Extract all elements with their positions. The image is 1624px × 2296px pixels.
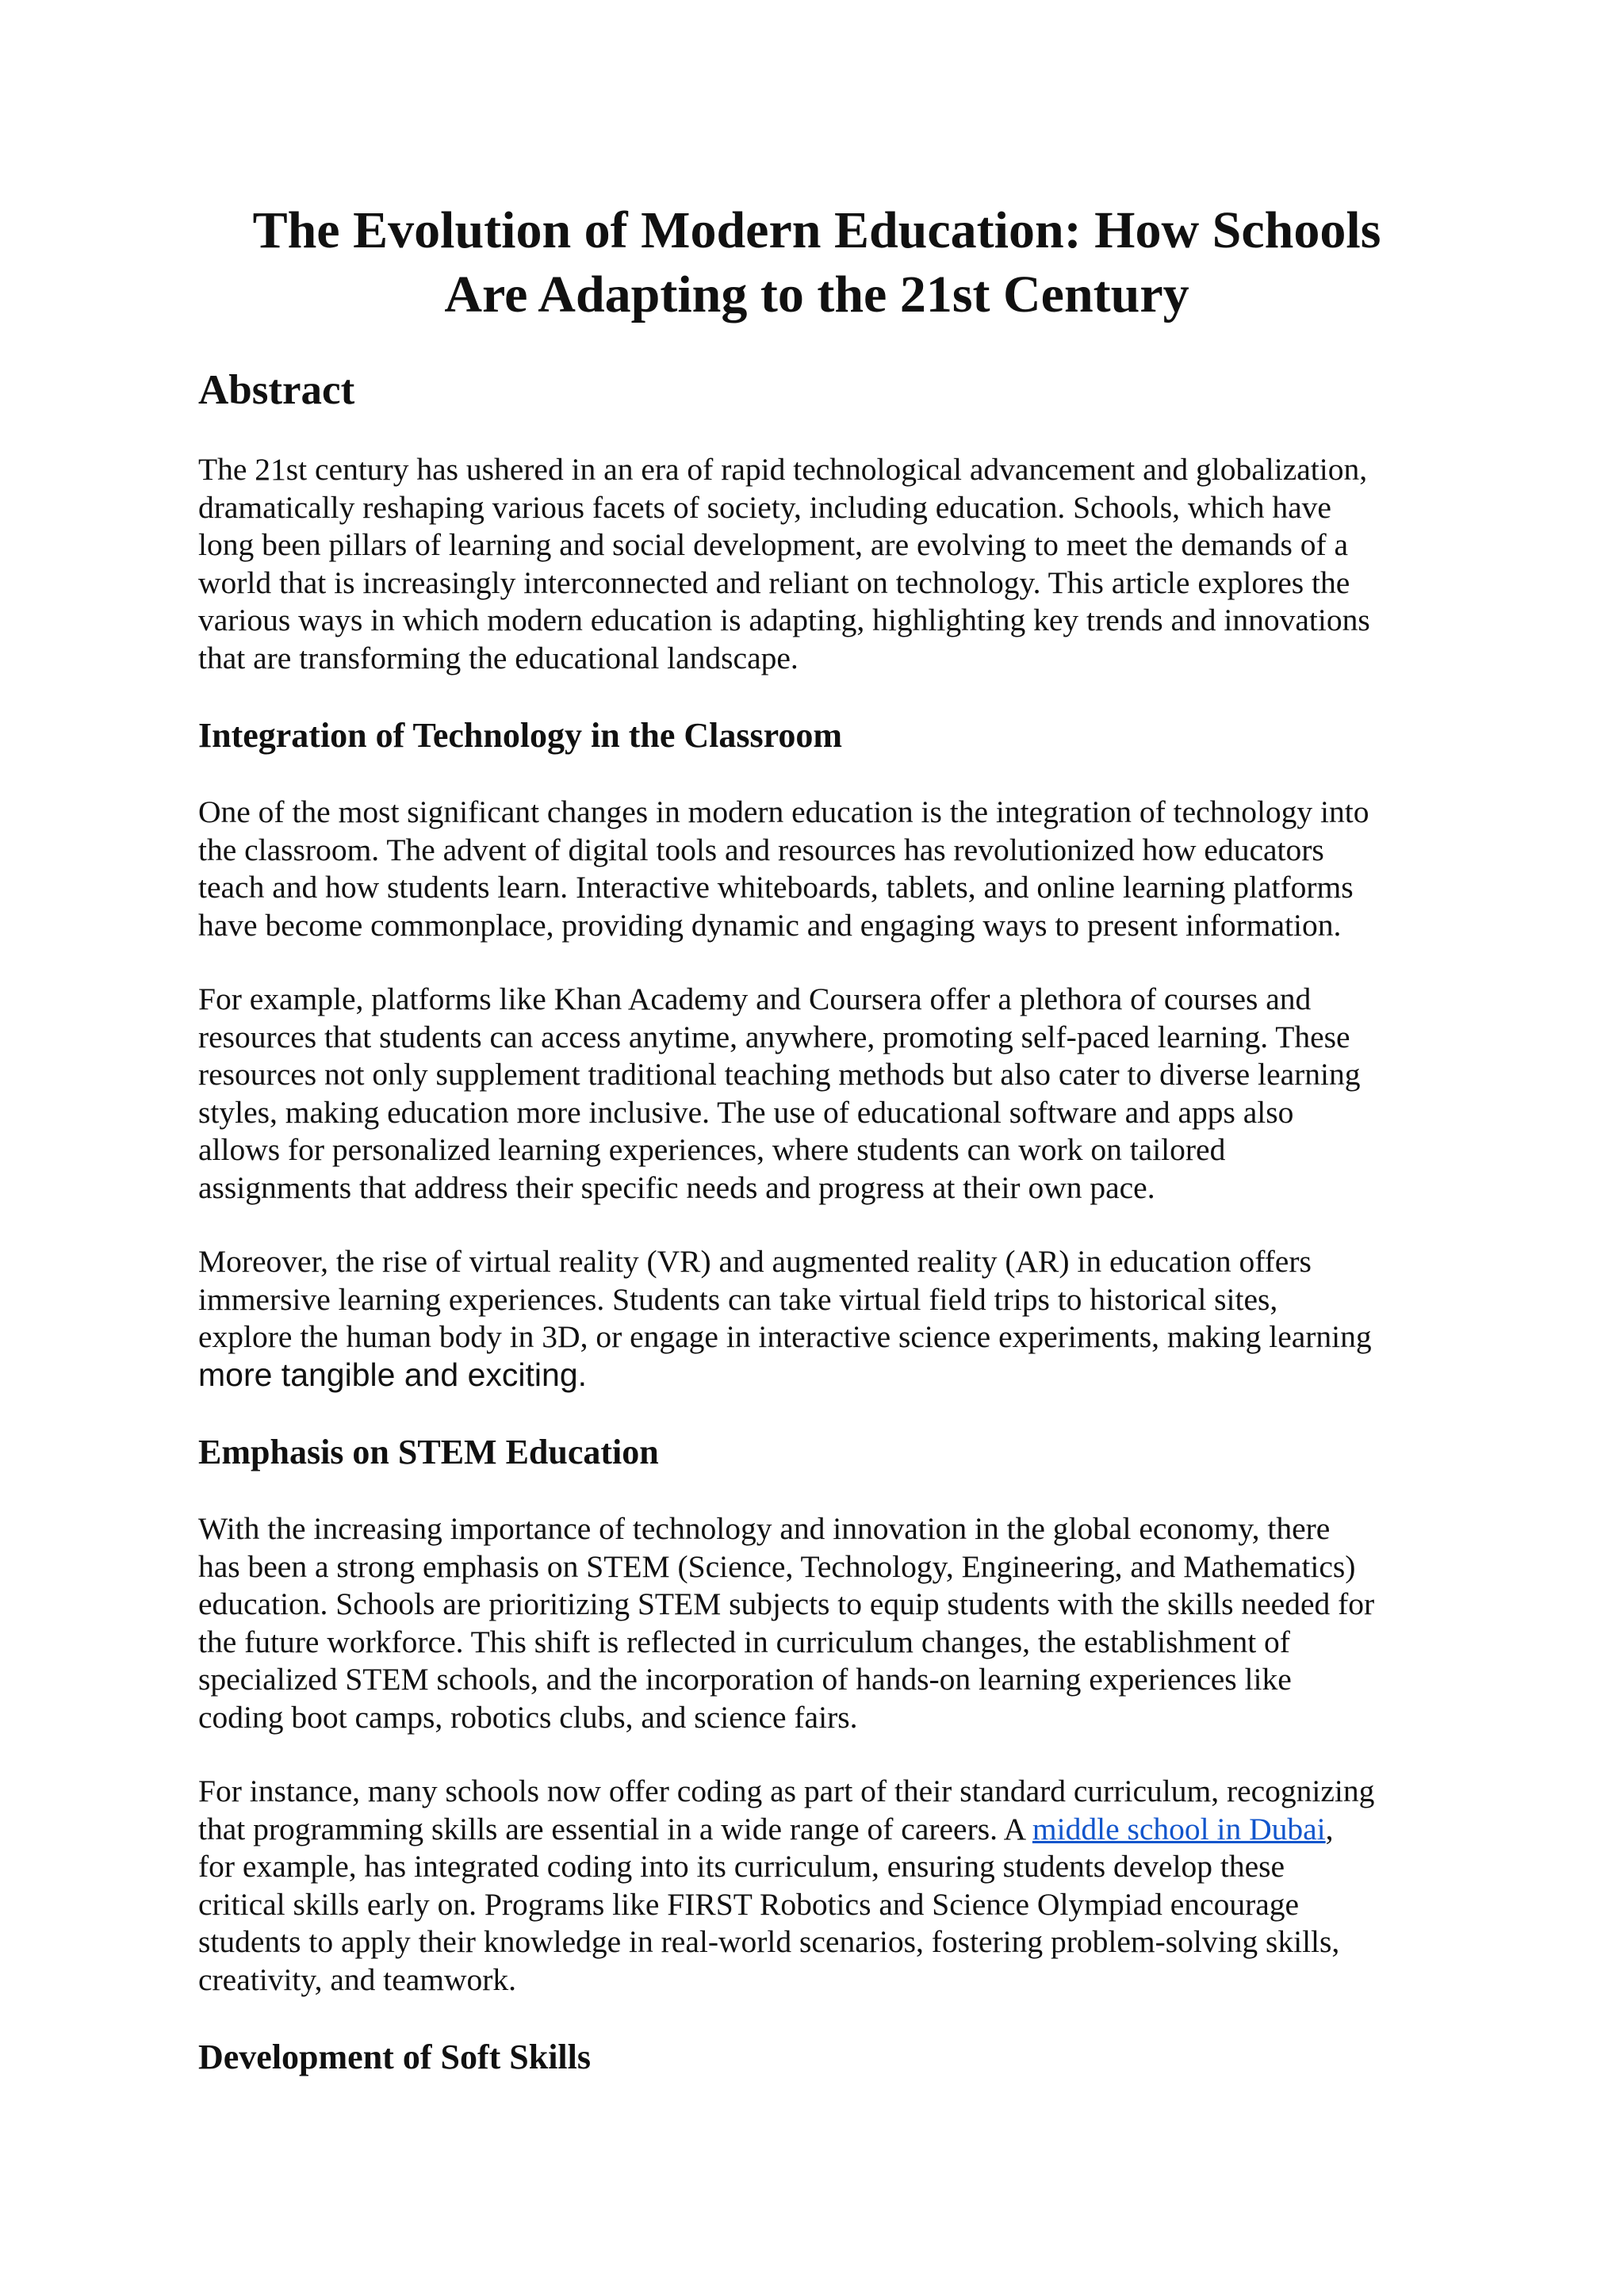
text-line: For instance, many schools now offer coding as part of their standard curriculum, recognizing (198, 1774, 1375, 1808)
section-heading-stem: Emphasis on STEM Education (198, 1433, 659, 1471)
text-line: specialized STEM schools, and the incorporation of hands-on learning experiences like (198, 1662, 1292, 1697)
text-line: With the increasing importance of technology and innovation in the global economy, there (198, 1511, 1331, 1546)
middle-school-dubai-link[interactable]: middle school in Dubai (1032, 1811, 1326, 1846)
paragraph (198, 981, 1435, 1207)
text-segment: that programming skills are essential in a wide range of careers. A (198, 1811, 1032, 1846)
text-line: for example, has integrated coding into its curriculum, ensuring students develop these (198, 1849, 1285, 1884)
text-line: that are transforming the educational landscape. (198, 640, 799, 675)
text-line: have become commonplace, providing dynamic and engaging ways to present information. (198, 907, 1342, 943)
text-line: resources not only supplement traditional teaching methods but also cater to diverse learning (198, 1057, 1361, 1092)
paragraph (198, 794, 1435, 944)
section-heading-soft-skills: Development of Soft Skills (198, 2038, 591, 2076)
text-line: explore the human body in 3D, or engage in interactive science experiments, making learning (198, 1319, 1372, 1354)
text-line: the future workforce. This shift is reflected in curriculum changes, the establishment of (198, 1624, 1290, 1659)
text-line: One of the most significant changes in modern education is the integration of technology into (198, 794, 1369, 829)
document-title (198, 198, 1435, 327)
title-line: Are Adapting to the 21st Century (444, 266, 1189, 323)
text-line: dramatically reshaping various facets of society, including education. Schools, which have (198, 489, 1331, 525)
abstract-paragraph (198, 451, 1435, 677)
text-line: For example, platforms like Khan Academy and Coursera offer a plethora of courses and (198, 982, 1312, 1016)
text-line: creativity, and teamwork. (198, 1961, 517, 1997)
text-line: immersive learning experiences. Students can take virtual field trips to historical sites, (198, 1281, 1278, 1317)
text-line: students to apply their knowledge in real-world scenarios, fostering problem-solving skills, (198, 1924, 1340, 1959)
text-line: the classroom. The advent of digital tools and resources has revolutionized how educators (198, 832, 1324, 867)
text-line (198, 1811, 1435, 1849)
text-line: Moreover, the rise of virtual reality (VR) and augmented reality (AR) in education offers (198, 1244, 1312, 1279)
abstract-heading: Abstract (198, 367, 355, 413)
text-line: styles, making education more inclusive. The use of educational software and apps also (198, 1094, 1294, 1130)
text-line: critical skills early on. Programs like FIRST Robotics and Science Olympiad encourage (198, 1886, 1300, 1922)
title-line: The Evolution of Modern Education: How Schools (252, 201, 1381, 259)
text-line: assignments that address their specific needs and progress at their own pace. (198, 1169, 1155, 1205)
text-line: has been a strong emphasis on STEM (Science, Technology, Engineering, and Mathematics) (198, 1548, 1356, 1584)
text-line: teach and how students learn. Interactive whiteboards, tablets, and online learning platforms (198, 870, 1354, 905)
text-line: various ways in which modern education is adapting, highlighting key trends and innovations (198, 603, 1370, 637)
text-line: world that is increasingly interconnected and reliant on technology. This article explores the (198, 564, 1350, 600)
paragraph (198, 1243, 1435, 1394)
paragraph (198, 1773, 1435, 1999)
text-line: long been pillars of learning and social development, are evolving to meet the demands of a (198, 527, 1349, 562)
paragraph (198, 1510, 1435, 1736)
section-heading-technology: Integration of Technology in the Classroom (198, 716, 843, 755)
text-line: education. Schools are prioritizing STEM subjects to equip students with the skills needed for (198, 1586, 1375, 1621)
document-page (198, 198, 1435, 2079)
text-line: allows for personalized learning experiences, where students can work on tailored (198, 1132, 1226, 1167)
text-line: coding boot camps, robotics clubs, and science fairs. (198, 1699, 858, 1735)
text-line: resources that students can access anytime, anywhere, promoting self-paced learning. These (198, 1019, 1350, 1054)
text-line: more tangible and exciting. (198, 1356, 588, 1393)
text-line: The 21st century has ushered in an era of rapid technological advancement and globalization, (198, 452, 1368, 487)
text-segment: , (1325, 1811, 1334, 1846)
